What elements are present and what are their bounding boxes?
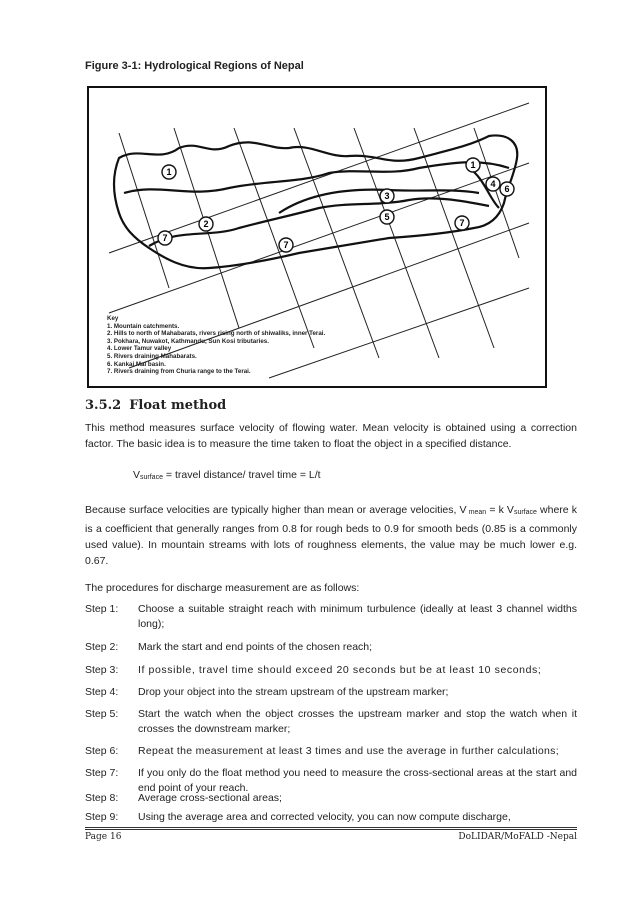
- section-heading: [85, 398, 226, 413]
- region-marker: [500, 182, 514, 196]
- map-key: [107, 315, 325, 376]
- region-marker: [158, 231, 172, 245]
- step-label: Step 7:: [85, 767, 119, 779]
- hydrological-map: [87, 86, 547, 388]
- step-text: Using the average area and corrected velocity, you can now compute discharge,: [138, 811, 511, 823]
- figure-caption: Figure 3-1: Hydrological Regions of Nepal: [85, 60, 304, 72]
- step-label: Step 2:: [85, 641, 119, 653]
- svg-text:1: 1: [166, 167, 172, 177]
- step-label: Step 3:: [85, 664, 119, 676]
- section-title: Float method: [129, 398, 227, 413]
- step-label: Step 6:: [85, 745, 119, 757]
- svg-text:7: 7: [162, 233, 168, 243]
- region-marker: [455, 216, 469, 230]
- region-marker: [199, 217, 213, 231]
- step-text: Start the watch when the object crosses the upstream marker and stop the watch when it crosses the downstream marker;: [138, 708, 577, 735]
- step-text: Average cross-sectional areas;: [138, 792, 282, 804]
- map-key-item: 5. Rivers draining Mahabarats.: [107, 352, 197, 360]
- correction-paragraph: [85, 502, 577, 569]
- svg-text:6: 6: [504, 184, 510, 194]
- formula-rest: = travel distance/ travel time = L/t: [162, 469, 321, 481]
- svg-text:1: 1: [470, 160, 476, 170]
- step-text: If you only do the float method you need to measure the cross-sectional areas at the start and end point of your reach.: [138, 767, 577, 794]
- para2-sub-surface: surface: [513, 509, 537, 516]
- region-marker: [279, 238, 293, 252]
- region-marker: [466, 158, 480, 172]
- para2-sub-mean: mean: [466, 509, 487, 516]
- step-label: Step 5:: [85, 708, 119, 720]
- para2-a: Because surface velocities are typically higher than mean or average velocities, V: [85, 504, 467, 516]
- step-text: Drop your object into the stream upstream of the upstream marker;: [138, 686, 449, 698]
- step-label: Step 4:: [85, 686, 119, 698]
- region-marker: [380, 210, 394, 224]
- page-number: Page 16: [85, 832, 122, 842]
- map-key-item: 7. Rivers draining from Churia range to the Terai.: [107, 368, 251, 376]
- footer-rule: [85, 829, 577, 830]
- velocity-formula: [133, 469, 321, 481]
- region-marker: [162, 165, 176, 179]
- step-label: Step 1:: [85, 603, 119, 615]
- intro-paragraph: This method measures surface velocity of flowing water. Mean velocity is obtained using a correction factor. The basic idea is to measure the time taken to float the object in a specified distance.: [85, 422, 577, 450]
- step-text: Choose a suitable straight reach with minimum turbulence (ideally at least 3 channel widths long);: [138, 603, 577, 630]
- step-text: Mark the start and end points of the chosen reach;: [138, 641, 373, 653]
- para2-b: = k V: [486, 504, 514, 516]
- region-marker: [380, 189, 394, 203]
- map-key-item: 1. Mountain catchments.: [107, 322, 180, 330]
- map-key-item: 3. Pokhara, Nuwakot, Kathmandu, Sun Kosi tributaries.: [107, 337, 269, 345]
- formula-sub: surface: [140, 474, 163, 481]
- procedures-intro: The procedures for discharge measurement are as follows:: [85, 582, 360, 594]
- step-label: Step 9:: [85, 811, 119, 823]
- region-marker: [486, 177, 500, 191]
- map-key-item: 2. Hills to north of Mahabarats, rivers rising north of shiwaliks, inner Terai.: [107, 330, 326, 338]
- formula-v: V: [133, 469, 141, 481]
- step-text: Repeat the measurement at least 3 times and use the average in further calculations;: [138, 745, 559, 757]
- section-number: 3.5.2: [85, 398, 122, 413]
- svg-text:2: 2: [203, 219, 209, 229]
- map-key-item: 4. Lower Tamur valley: [107, 345, 172, 353]
- map-key-item: 6. Kankai Mai basin.: [107, 360, 166, 368]
- step-text: If possible, travel time should exceed 20 seconds but be at least 10 seconds;: [138, 664, 542, 676]
- step-label: Step 8:: [85, 792, 119, 804]
- svg-text:7: 7: [459, 218, 465, 228]
- svg-text:3: 3: [384, 191, 390, 201]
- footer-org: DoLIDAR/MoFALD -Nepal: [458, 832, 577, 842]
- footer-rule: [85, 827, 577, 828]
- map-key-title: Key: [107, 315, 119, 322]
- svg-text:5: 5: [384, 212, 390, 222]
- svg-text:4: 4: [490, 179, 496, 189]
- svg-text:7: 7: [283, 240, 289, 250]
- para2-c: where k is a coefficient that generally ranges from 0.8 for rough beds to 0.9 for smooth beds (0.85 is a commonly used value). In mountain streams with lots of roughness elements, the value may be much lower e.g. 0.67.: [85, 504, 577, 567]
